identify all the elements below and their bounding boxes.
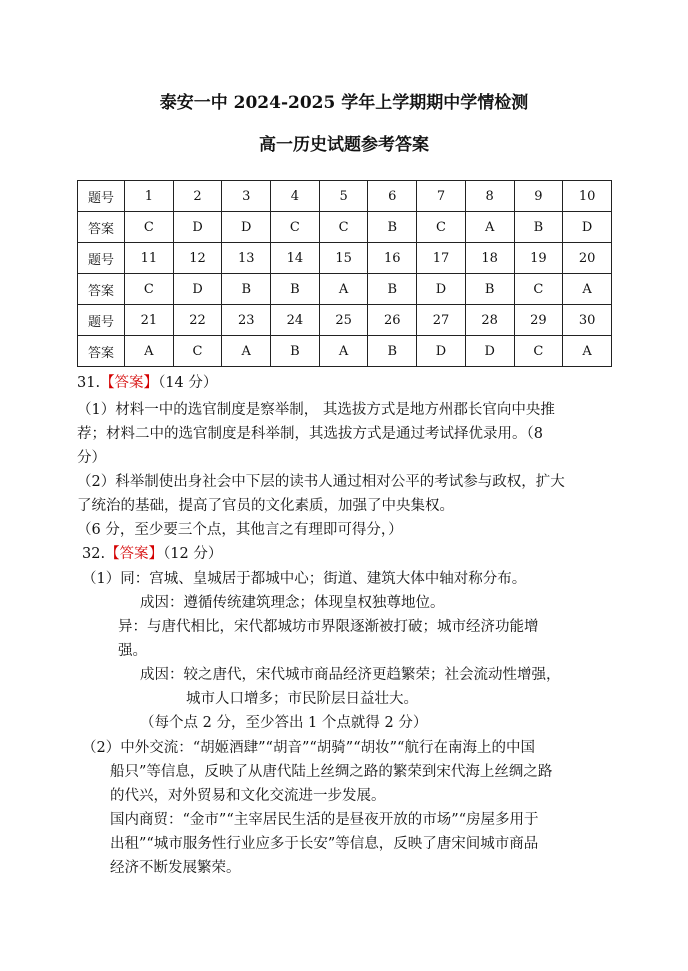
- q32-line: 城市人口增多；市民阶层日益壮大。: [186, 691, 418, 707]
- row-label: 答案: [78, 212, 125, 243]
- q31-line: 荐；材料二中的选官制度是科举制，其选拔方式是通过考试择优录用。（8: [77, 426, 543, 442]
- q31-line: 了统治的基础，提高了官员的文化素质，加强了中央集权。: [77, 498, 454, 514]
- table-cell: 1: [125, 181, 174, 212]
- row-label: 题号: [78, 305, 125, 336]
- table-cell: 24: [271, 305, 320, 336]
- table-cell: 5: [319, 181, 368, 212]
- q32-line: （每个点 2 分，至少答出 1 个点就得 2 分）: [140, 715, 428, 731]
- q32-line: 异：与唐代相比，宋代都城坊市界限逐渐被打破；城市经济功能增: [118, 619, 539, 635]
- table-cell: D: [417, 274, 466, 305]
- table-cell: C: [514, 336, 563, 367]
- table-cell: A: [465, 212, 514, 243]
- table-cell: C: [271, 212, 320, 243]
- q32-line: 成因：较之唐代，宋代城市商品经济更趋繁荣；社会流动性增强，: [140, 667, 561, 683]
- q31-line: （6 分，至少要三个点，其他言之有理即可得分，）: [77, 522, 403, 538]
- table-cell: 22: [173, 305, 222, 336]
- table-row: [78, 274, 612, 305]
- table-cell: D: [222, 212, 271, 243]
- table-cell: 11: [125, 243, 174, 274]
- table-cell: B: [271, 336, 320, 367]
- table-cell: 17: [417, 243, 466, 274]
- table-cell: 9: [514, 181, 563, 212]
- table-cell: 12: [173, 243, 222, 274]
- q31-score: （14 分）: [158, 375, 218, 391]
- row-label: 答案: [78, 274, 125, 305]
- table-cell: C: [125, 212, 174, 243]
- q32-line: 出租”“城市服务性行业应多于长安”等信息，反映了唐宋间城市商品: [110, 836, 539, 852]
- table-cell: 23: [222, 305, 271, 336]
- answer-table: [77, 180, 612, 367]
- table-cell: 7: [417, 181, 466, 212]
- q32-answer-tag: 【答案】: [105, 546, 164, 562]
- table-cell: 28: [465, 305, 514, 336]
- q31-line: 分）: [77, 450, 106, 466]
- table-cell: 30: [563, 305, 612, 336]
- row-label: 题号: [78, 243, 125, 274]
- table-cell: 25: [319, 305, 368, 336]
- table-cell: A: [563, 274, 612, 305]
- table-cell: D: [173, 212, 222, 243]
- table-cell: 27: [417, 305, 466, 336]
- q32-line: （2）中外交流：“胡姬酒肆”“胡音”“胡骑”“胡妆”“航行在南海上的中国: [82, 740, 535, 756]
- table-cell: C: [319, 212, 368, 243]
- q31-line: （1）材料一中的选官制度是察举制， 其选拔方式是地方州郡长官向中央推: [77, 402, 555, 418]
- q32-line: 国内商贸：“金市”“主宰居民生活的是昼夜开放的市场”“房屋多用于: [110, 812, 539, 828]
- q31-answer-tag: 【答案】: [100, 375, 159, 391]
- table-cell: D: [173, 274, 222, 305]
- table-cell: D: [563, 212, 612, 243]
- q31-number: 31.: [77, 375, 101, 391]
- table-row: [78, 305, 612, 336]
- q32-line: 成因：遵循传统建筑理念；体现皇权独尊地位。: [140, 595, 445, 611]
- q32-score: （12 分）: [163, 546, 223, 562]
- table-cell: C: [173, 336, 222, 367]
- table-cell: B: [222, 274, 271, 305]
- q32-number: 32.: [82, 546, 106, 562]
- table-cell: B: [368, 336, 417, 367]
- table-cell: 15: [319, 243, 368, 274]
- table-row: [78, 212, 612, 243]
- table-cell: A: [222, 336, 271, 367]
- table-cell: C: [417, 212, 466, 243]
- q32-line: 经济不断发展繁荣。: [110, 860, 241, 876]
- table-row: [78, 243, 612, 274]
- table-cell: D: [465, 336, 514, 367]
- table-cell: A: [125, 336, 174, 367]
- document-subtitle: 高一历史试题参考答案: [259, 135, 429, 155]
- row-label: 题号: [78, 181, 125, 212]
- table-cell: A: [319, 336, 368, 367]
- q32-line: 强。: [118, 643, 147, 659]
- table-cell: A: [319, 274, 368, 305]
- table-cell: 10: [563, 181, 612, 212]
- table-cell: 29: [514, 305, 563, 336]
- table-cell: C: [514, 274, 563, 305]
- q32-line: 的代兴，对外贸易和文化交流进一步发展。: [110, 788, 386, 804]
- table-cell: D: [417, 336, 466, 367]
- q31-line: （2）科举制使出身社会中下层的读书人通过相对公平的考试参与政权，扩大: [77, 474, 565, 490]
- q32-heading: [82, 544, 222, 564]
- table-cell: 16: [368, 243, 417, 274]
- table-cell: B: [368, 212, 417, 243]
- q32-line: 船只”等信息，反映了从唐代陆上丝绸之路的繁荣到宋代海上丝绸之路: [110, 764, 553, 780]
- q32-line: （1）同：宫城、皇城居于都城中心；街道、建筑大体中轴对称分布。: [82, 571, 527, 587]
- table-row: [78, 336, 612, 367]
- table-cell: 18: [465, 243, 514, 274]
- table-cell: 20: [563, 243, 612, 274]
- table-cell: B: [368, 274, 417, 305]
- row-label: 答案: [78, 336, 125, 367]
- document-title: 泰安一中 2024-2025 学年上学期期中学情检测: [159, 93, 529, 113]
- table-row: [78, 181, 612, 212]
- table-cell: 6: [368, 181, 417, 212]
- table-cell: 4: [271, 181, 320, 212]
- table-cell: 2: [173, 181, 222, 212]
- table-cell: C: [125, 274, 174, 305]
- table-cell: 3: [222, 181, 271, 212]
- table-cell: 26: [368, 305, 417, 336]
- table-cell: B: [271, 274, 320, 305]
- table-cell: 21: [125, 305, 174, 336]
- table-cell: 19: [514, 243, 563, 274]
- table-cell: 8: [465, 181, 514, 212]
- table-cell: A: [563, 336, 612, 367]
- table-cell: 13: [222, 243, 271, 274]
- q31-heading: [77, 373, 217, 393]
- table-cell: B: [514, 212, 563, 243]
- table-cell: B: [465, 274, 514, 305]
- table-cell: 14: [271, 243, 320, 274]
